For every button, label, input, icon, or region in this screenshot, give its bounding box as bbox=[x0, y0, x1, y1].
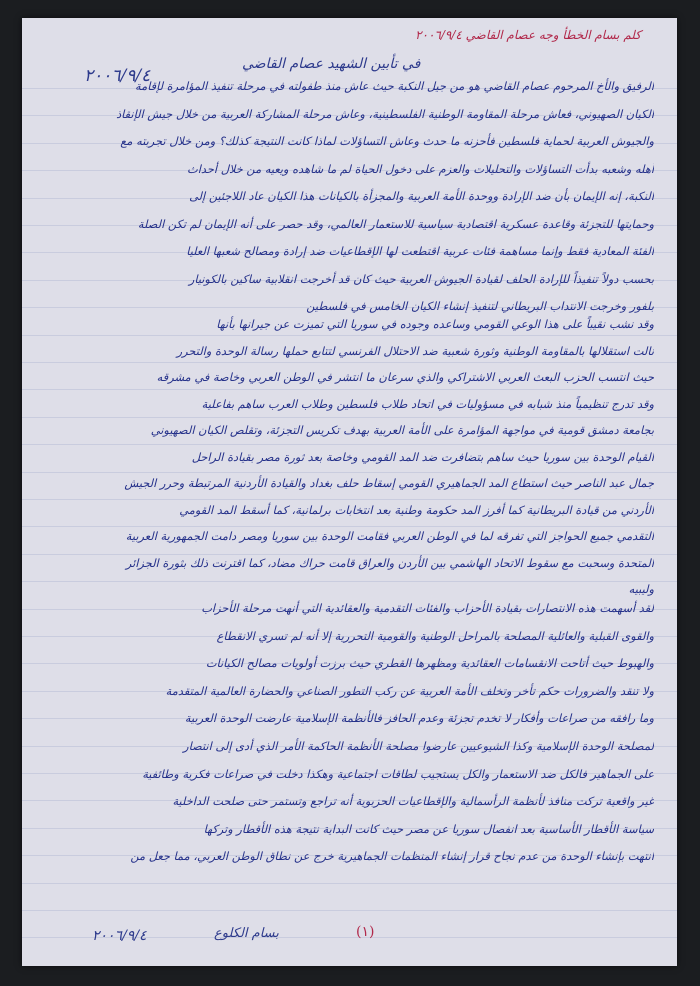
ruled-line bbox=[22, 389, 677, 390]
text-line: نالت استقلالها بالمقاومة الوطنية وثورة شعبية ضد الاحتلال الفرنسي لتتابع حملها رسالة الوحدة والتحرر bbox=[176, 343, 654, 358]
text-line: الفئة المعادية فقط وإنما مساهمة فئات عربية اقتطعت لها الإقطاعيات ضد إرادة ومصالح شعبها العليا bbox=[186, 244, 654, 258]
text-line: على الجماهير فالكل ضد الاستعمار والكل يستجيب لطاقات اجتماعية وهكذا دخلت في صراعات فكرية وطائفية bbox=[142, 766, 654, 781]
text-line: والقوى القبلية والعائلية المصلحة بالمراحل الوطنية والقومية التحررية إلا أنه لم تسري الانقطاع bbox=[216, 628, 654, 643]
handwritten-page bbox=[22, 18, 677, 966]
ruled-line bbox=[22, 472, 677, 473]
ruled-line bbox=[22, 417, 677, 418]
text-line: التقدمي جميع الحواجز التي تفرقه لما في الوطن العربي فقامت الوحدة بين سوريا ومصر دامت الجمهورية العربية bbox=[125, 529, 654, 543]
page-title: في تأبين الشهيد عصام القاضي bbox=[242, 56, 421, 72]
text-line: وقد نشب نقيباً على هذا الوعي القومي وساعده وجوده في سوريا التي تميزت عن جيرانها بأنها bbox=[216, 317, 654, 331]
text-line: بجامعة دمشق قومية في مواجهة المؤامرة على الأمة العربية بهدف تكريس التجزئة، وتقلص الكيان الصهيوني bbox=[150, 423, 654, 437]
signature: بسام الكلوع bbox=[214, 926, 279, 941]
text-line: الرفيق والأخ المرحوم عصام القاضي هو من جيل النكبة حيث عاش منذ طفولته في مرحلة تنفيذ المؤامرة لإقامة bbox=[134, 79, 654, 93]
header-note: كلم بسام الخطأ وجه عصام القاضي ٢٠٠٦/٩/٤ bbox=[415, 28, 641, 42]
text-line: سياسة الأقطار الأساسية بعد انفصال سوريا عن مصر حيث كانت البداية نتيجة هذه الأقطار وتركها bbox=[203, 821, 654, 836]
ruled-line bbox=[22, 499, 677, 500]
text-line: انتهت بإنشاء الوحدة من عدم نجاح قرار إنشاء المنظمات الجماهيرية خرج عن نطاق الوطن العربي، مما جعل من bbox=[130, 849, 654, 864]
footer-date: ٢٠٠٦/٩/٤ bbox=[92, 928, 147, 944]
text-line: وحمايتها للتجزئة وقاعدة عسكرية اقتصادية سياسية للاستعمار العالمي، وقد حصر على أنه الإيمان لم تكن الصلة bbox=[137, 216, 654, 231]
ruled-line bbox=[22, 444, 677, 445]
text-line: والجيوش العربية لحماية فلسطين فأحزنه ما حدث وعاش التساؤلات لماذا كانت النتيجة كذلك؟ ومن خلال تجربته مع bbox=[120, 134, 654, 148]
text-line: ولا تنقد والضرورات حكم تأخر وتخلف الأمة العربية عن ركب التطور الصناعي والحضارة العالمية المتقدمة bbox=[165, 683, 654, 698]
text-line: وليبيه bbox=[628, 582, 654, 596]
text-line: جمال عبد الناصر حيث استطاع المد الجماهيري القومي إسقاط حلف بغداد والقيادة الأردنية المرتبطة وحرر الجيش bbox=[124, 476, 654, 490]
text-line: بلفور وخرجت الانتداب البريطاني لتنفيذ إنشاء الكيان الخامس في فلسطين bbox=[306, 299, 654, 313]
page-number: (١) bbox=[356, 924, 375, 940]
text-line: أهله وشعبه بدأت التساؤلات والتحليلات والعزم على دخول الحياة لم ما شاهده ويعيه من خلال أحداث bbox=[187, 161, 654, 176]
text-line: والهبوط حيث أتاحت الانقسامات العقائدية ومظهرها القطري حيث برزت أولويات مصالح الكيانات bbox=[205, 656, 654, 671]
text-line: النكبة، إنه الإيمان بأن ضد الإرادة ووحدة الأمة العربية والمجزأة بالكيانات هذا الكيان عاد اللاجئين إلى bbox=[189, 189, 654, 203]
text-line: الأردني من قيادة البريطانية كما أفرز المد حكومة وطنية بعد انتخابات برلمانية، كما أسقط المد القومي bbox=[179, 502, 654, 517]
date-top: ٢٠٠٦/٩/٤ bbox=[84, 66, 151, 86]
text-line: القيام الوحدة بين سوريا حيث ساهم بتضافرت ضد المد القومي وخاصة بعد ثورة مصر بقيادة الراحل bbox=[191, 449, 654, 464]
ruled-line bbox=[22, 362, 677, 363]
ruled-line bbox=[22, 335, 677, 336]
text-line: لمصلحة الوحدة الإسلامية وكذا الشيوعيين عارضوا مصلحة الأنظمة الحاكمة الأمر الذي أدى إلى انتصار bbox=[183, 739, 654, 753]
text-line: حيث انتسب الحزب البعث العربي الاشتراكي والذي سرعان ما انتشر في الوطن العربي وخاصة في مشرقه bbox=[156, 370, 654, 384]
text-line: لقد أسهمت هذه الانتصارات بقيادة الأحزاب والفئات التقدمية والعقائدية التي أنهت مرحلة الأحزاب bbox=[201, 601, 654, 615]
text-line: غير واقعية تركت منافذ لأنظمة الرأسمالية والإقطاعيات الحزبوية أنه تراجع وتستمر حتى صلحت الداخلية bbox=[172, 794, 654, 809]
text-line: المتحدة وسحبت مع سقوط الاتحاد الهاشمي بين الأردن والعراق قامت حراك مضاد، كما اقترنت ذلك بثورة الجزائر bbox=[125, 555, 654, 570]
text-line: الكيان الصهيوني، فعاش مرحلة المقاومة الوطنية الفلسطينية، وعاش مرحلة المشاركة العربية من خلال جيش الإنقاذ bbox=[116, 106, 654, 121]
text-line: وما رافقه من صراعات وأفكار لا تخدم تجزئة وعدم الحافز فالأنظمة الإسلامية عارضت الوحدة العربية bbox=[184, 711, 654, 726]
ruled-line bbox=[22, 910, 677, 911]
ruled-line bbox=[22, 883, 677, 884]
text-line: بحسب دولاً تنفيذاً للإرادة الحلف لقيادة الجيوش العربية حيث كان قد أخرجت انقلابية ساكين بالكونيار bbox=[188, 271, 654, 286]
text-line: وقد تدرج تنظيمياً منذ شبابه في مسؤوليات في اتحاد طلاب فلسطين وطلاب العرب ساهم بفاعلية bbox=[201, 396, 654, 411]
